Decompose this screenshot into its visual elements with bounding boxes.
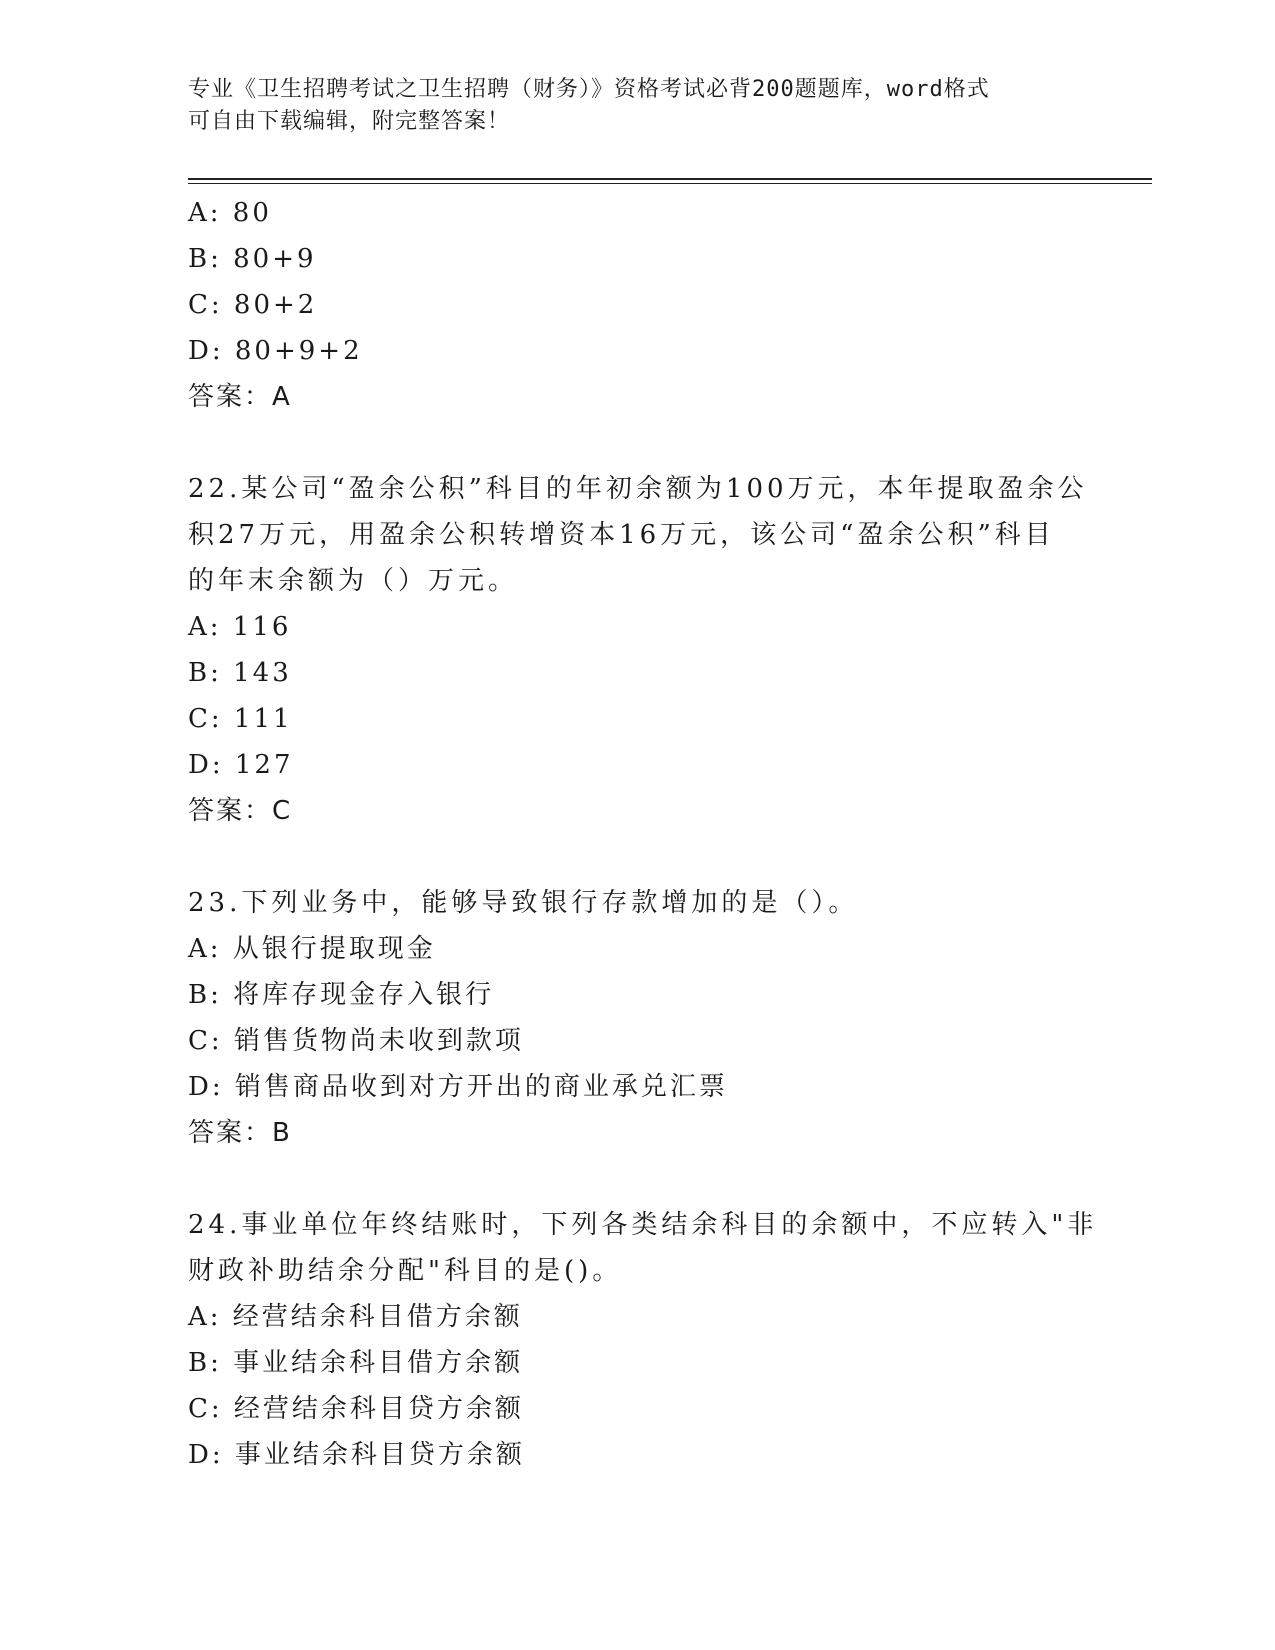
option-a: A: 经营结余科目借方余额 — [188, 1302, 523, 1332]
question-stem — [188, 880, 1088, 926]
header-line-2: 可自由下载编辑，附完整答案！ — [188, 109, 511, 134]
stem-line: 积27万元，用盈余公积转增资本16万元，该公司“盈余公积”科目 — [188, 520, 1055, 550]
option-b: B: 将库存现金存入银行 — [188, 980, 495, 1010]
option-a: A: 116 — [188, 612, 292, 642]
option-a: A: 从银行提取现金 — [188, 934, 436, 964]
option-d: D: 80+9+2 — [188, 336, 363, 366]
spacer — [188, 834, 1088, 880]
header-divider-thin — [188, 183, 1152, 184]
answer: 答案：B — [188, 1118, 292, 1148]
stem-line: 财政补助结余分配"科目的是()。 — [188, 1256, 623, 1286]
header-line-1: 专业《卫生招聘考试之卫生招聘（财务）》资格考试必背200题题库，word格式 — [188, 77, 990, 102]
question-24 — [188, 1202, 1098, 1478]
header-divider-thick — [188, 178, 1152, 180]
answer: 答案：C — [188, 796, 293, 826]
stem-line: 的年末余额为（）万元。 — [188, 566, 519, 596]
spacer — [188, 1156, 1088, 1202]
option-c: C: 80+2 — [188, 290, 318, 320]
stem-line: 22.某公司“盈余公积”科目的年初余额为100万元，本年提取盈余公 — [188, 474, 1088, 504]
option-d: D: 销售商品收到对方开出的商业承兑汇票 — [188, 1072, 728, 1102]
option-b: B: 143 — [188, 658, 292, 688]
option-b: B: 事业结余科目借方余额 — [188, 1348, 524, 1378]
question-23 — [188, 880, 1088, 1156]
option-c: C: 销售货物尚未收到款项 — [188, 1026, 524, 1056]
document-header — [188, 74, 1068, 138]
question-22 — [188, 466, 1088, 834]
option-b: B: 80+9 — [188, 244, 317, 274]
answer: 答案：A — [188, 382, 292, 412]
question-list — [188, 190, 1098, 1478]
option-d: D: 127 — [188, 750, 294, 780]
question-stem — [188, 466, 1088, 604]
question-stem — [188, 1202, 1098, 1294]
option-d: D: 事业结余科目贷方余额 — [188, 1440, 525, 1470]
option-a: A: 80 — [188, 198, 272, 228]
option-c: C: 111 — [188, 704, 293, 734]
question-21 — [188, 190, 1088, 420]
stem-line: 24.事业单位年终结账时，下列各类结余科目的余额中，不应转入"非 — [188, 1210, 1098, 1240]
spacer — [188, 420, 1088, 466]
stem-line: 23.下列业务中，能够导致银行存款增加的是（）。 — [188, 888, 859, 918]
option-c: C: 经营结余科目贷方余额 — [188, 1394, 524, 1424]
